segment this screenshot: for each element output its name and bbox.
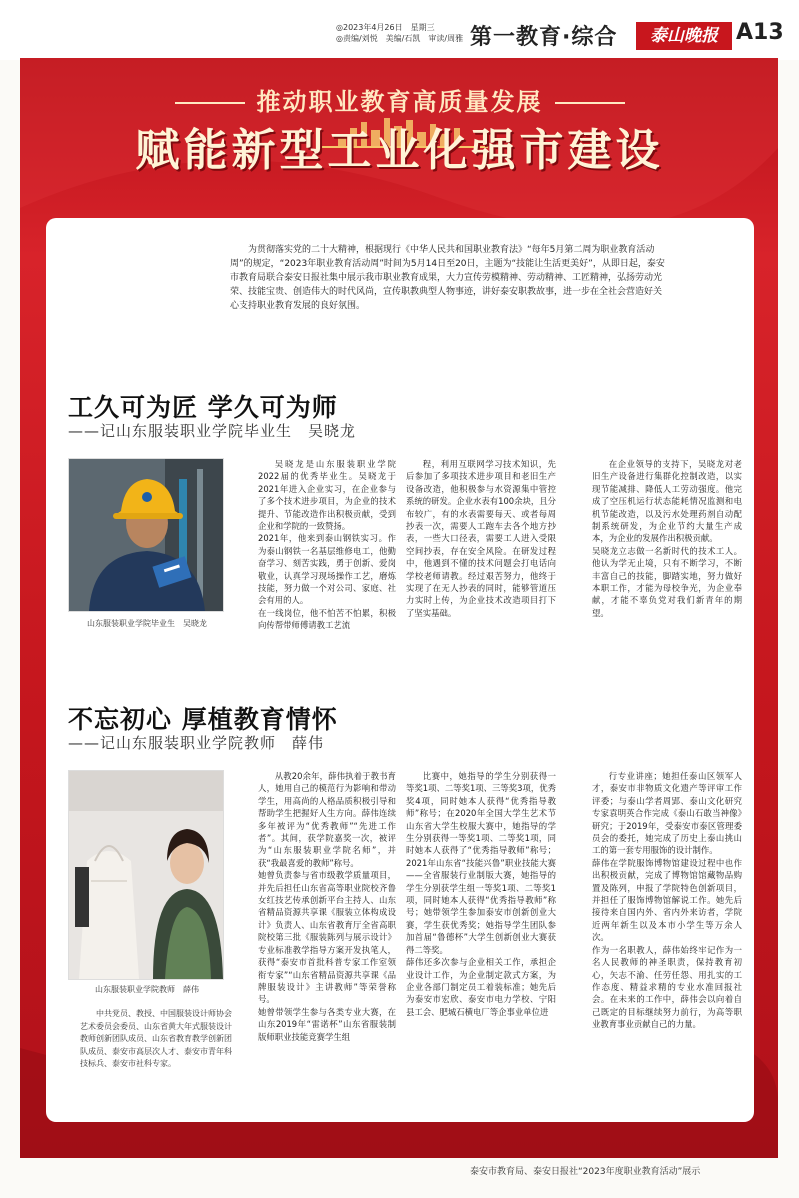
teacher-portrait-icon <box>69 771 223 979</box>
masthead-meta <box>336 22 463 44</box>
kicker-rule-right <box>555 102 625 104</box>
story1-column-3 <box>592 458 742 640</box>
story2-col1-text: 从教20余年，薛伟执着于教书育人，她用自己的模范行为影响和带动学生，用高尚的人格品质积极引导和帮助学生把握好人生方向。薛伟连续多年被评为“优秀教师”“先进工作者”。其间，获学院嘉奖一次，被评为“山东服装职业学院名师”，并获“我最喜爱的教师”称号。 她曾负责参与省市级教学质量项目，并先后担任山东省高等职业院校齐鲁女红技艺传承创新平台主持人、山东省精品资源共享课《服装立体构成设计》负责人、山东省教育厅全省高职院校第三批《服装陈列与展示设计》专业标准教学指导方案开发执笔人，获得“泰安市首批科普专家工作室领衔专家”“山东省精品资源共享课《品牌服装设计》主讲教师”等荣誉称号。 她曾带领学生参与各类专业大赛，在山东2019年“雷诺杯”山东省服装制版师职业技能竞赛学生组 <box>258 771 396 1042</box>
story2-bio: 中共党员、教授、中国服装设计师协会艺术委员会委员、山东省黄大年式服装设计教师创新团队成员、山东省教育教学创新团队成员、泰安市高层次人才、泰安市青年科技标兵、泰安市社科专家。 <box>80 1009 232 1068</box>
story2-column-1 <box>258 770 396 1086</box>
story2-column-2 <box>406 770 556 1086</box>
story2-column-3 <box>592 770 742 1086</box>
story1-photo <box>68 458 224 612</box>
page-footer: 泰安市教育局、泰安日报社“2023年度职业教育活动”展示 <box>470 1167 701 1177</box>
editor-credits: ◎责编/刘悦 美编/石凯 审读/周雅 <box>336 34 464 43</box>
story2-photo-caption: 山东服装职业学院教师 薛伟 <box>95 985 199 994</box>
story2-subtitle: ——记山东服装职业学院教师 薛伟 <box>68 734 325 752</box>
story1-title: 工久可为匠 学久可为师 <box>68 393 338 422</box>
newspaper-logo: 泰山晚报 <box>636 22 732 50</box>
story1-subtitle: ——记山东服装职业学院毕业生 吴晓龙 <box>68 422 357 440</box>
masthead <box>0 0 799 60</box>
kicker-rule-left <box>175 102 245 104</box>
banner-headline: 赋能新型工业化强市建设 <box>135 125 664 176</box>
story1-col2-text: 程，利用互联网学习技术知识，先后参加了多项技术进步项目和老旧生产设备改造，他积极参与水资源集中管控系统的研发。企业水表有100余块，且分布较广，有的水表需要每天、或者每周抄表一次，需要人工跑车去各个地方抄表，一些大口径表，需要工人进入受限空间抄表，存在安全风险。在研发过程中，他遇到不懂的技术问题会打电话向学校老师请教。经过艰苦努力，他终于实现了在无人抄表的同时，能够管道压力实时上传，为企业技术改造项目打下了坚实基础。 <box>406 459 556 618</box>
page-number: A13 <box>736 20 784 45</box>
story2-photo <box>68 770 224 980</box>
banner-kicker <box>0 82 799 117</box>
section-title: 第一教育·综合 <box>470 25 618 50</box>
story2-title: 不忘初心 厚植教育情怀 <box>68 705 338 734</box>
story1-col1-text: 吴晓龙是山东服装职业学院2022届的优秀毕业生。吴晓龙于2021年进入企业实习，在企业参与了多个技术进步项目，为企业的技术提升、节能改造作出积极贡献，受到企业和学院的一致赞扬。 2021年，他来到泰山钢铁实习。作为泰山钢铁一名基层维修电工，他勤奋学习、刻苦实践，勇于创新、爱岗敬业，认真学习现场操作工艺，磨炼技能，努力做一个对公司、家庭、社会有用的人。 在一线岗位，他不怕苦不怕累，积极向传帮带师傅请教工艺流 <box>258 459 396 631</box>
issue-date: ◎2023年4月26日 星期三 <box>336 23 435 32</box>
worker-portrait-icon <box>69 459 223 611</box>
story1-column-2 <box>406 458 556 640</box>
story2-col2-text: 比赛中，她指导的学生分别获得一等奖1项、二等奖1项、三等奖3项，优秀奖4项，同时她本人获得“优秀指导教师”称号；在2020年全国大学生艺术节山东省大学生校服大赛中，她指导的学生分别获得一等奖1项、二等奖1项，同时她本人获得了“优秀指导教师”称号；2021年山东省“技能兴鲁”职业技能大赛——全省服装行业制版大赛，她指导的学生分别获学生组一等奖1项、二等奖1项，同时她本人获得“优秀指导教师”称号；她带领学生参加泰安市创新创业大赛，学生获优秀奖；她指导学生团队参加首届“鲁德杯”大学生创新创业大赛获得二等奖。 薛伟还多次参与企业相关工作，承担企业设计工作，为企业制定款式方案，为企业各部门制定员工着装标准；她先后为泰安市宏欣、泰安市电力学校、宁阳县工会、肥城石横电厂等企事业单位进 <box>406 771 556 1017</box>
story1-col3-text: 在企业领导的支持下，吴晓龙对老旧生产设备进行集群化控制改造，以实现节能减排、降低人工劳动强度。他完成了空压机运行状态能耗情况监测和电机节能改造，以及污水处理药剂自动配制系统研发，为企业节约大量生产成本，为企业的发展作出积极贡献。 吴晓龙立志做一名新时代的技术工人。他认为学无止境，只有不断学习，不断丰富自己的技能，脚踏实地，努力做好本职工作，才能为母校争光，为企业奉献，才能不辜负党对我们新青年的期望。 <box>592 459 742 618</box>
story1-column-1 <box>258 458 396 640</box>
intro-paragraph: 为贯彻落实党的二十大精神，根据现行《中华人民共和国职业教育法》“每年5月第二周为职业教育活动周”的规定，“2023年职业教育活动周”时间为5月14日至20日，主题为“技能让生活更美好”，从即日起，泰安市教育局联合泰安日报社集中展示我市职业教育成果，大力宣传劳模精神、劳动精神、工匠精神，弘扬劳动光荣、技能宝贵、创造伟大的时代风尚，宣传职教典型人物事迹，讲好泰安职教故事，进一步在全社会营造好关心支持职业教育发展的良好氛围。 <box>230 245 665 311</box>
kicker-text: 推动职业教育高质量发展 <box>256 88 543 116</box>
story1-photo-caption: 山东服装职业学院毕业生 吴晓龙 <box>87 619 207 628</box>
story2-col3-text: 行专业讲座；她担任泰山区领军人才，泰安市非物质文化遗产等评审工作评委；与泰山学者周郢、泰山文化研究专家袁明英合作完成《泰山石敢当神像》研究；于2019年，受泰安市泰区管理委员会的委托，她完成了历史上泰山挑山工的第一套专用服饰的设计制作。 薛伟在学院服饰博物馆建设过程中也作出积极贡献，完成了博物馆馆藏物品购置及陈列，申报了学院特色创新项目，并担任了服饰博物馆解说工作。她先后接待来自国内外、省内外来访者，学院近两年新生以及本市小学生等万余人次。 作为一名职教人，薛伟始终牢记作为一名人民教师的神圣职责，保持教育初心，矢志不渝、任劳任怨、用扎实的工作态度、精益求精的专业水准回报社会。在未来的工作中，薛伟会以向着自己既定的目标继续努力前行，为高等职业教育事业贡献自己的力量。 <box>592 771 742 1030</box>
